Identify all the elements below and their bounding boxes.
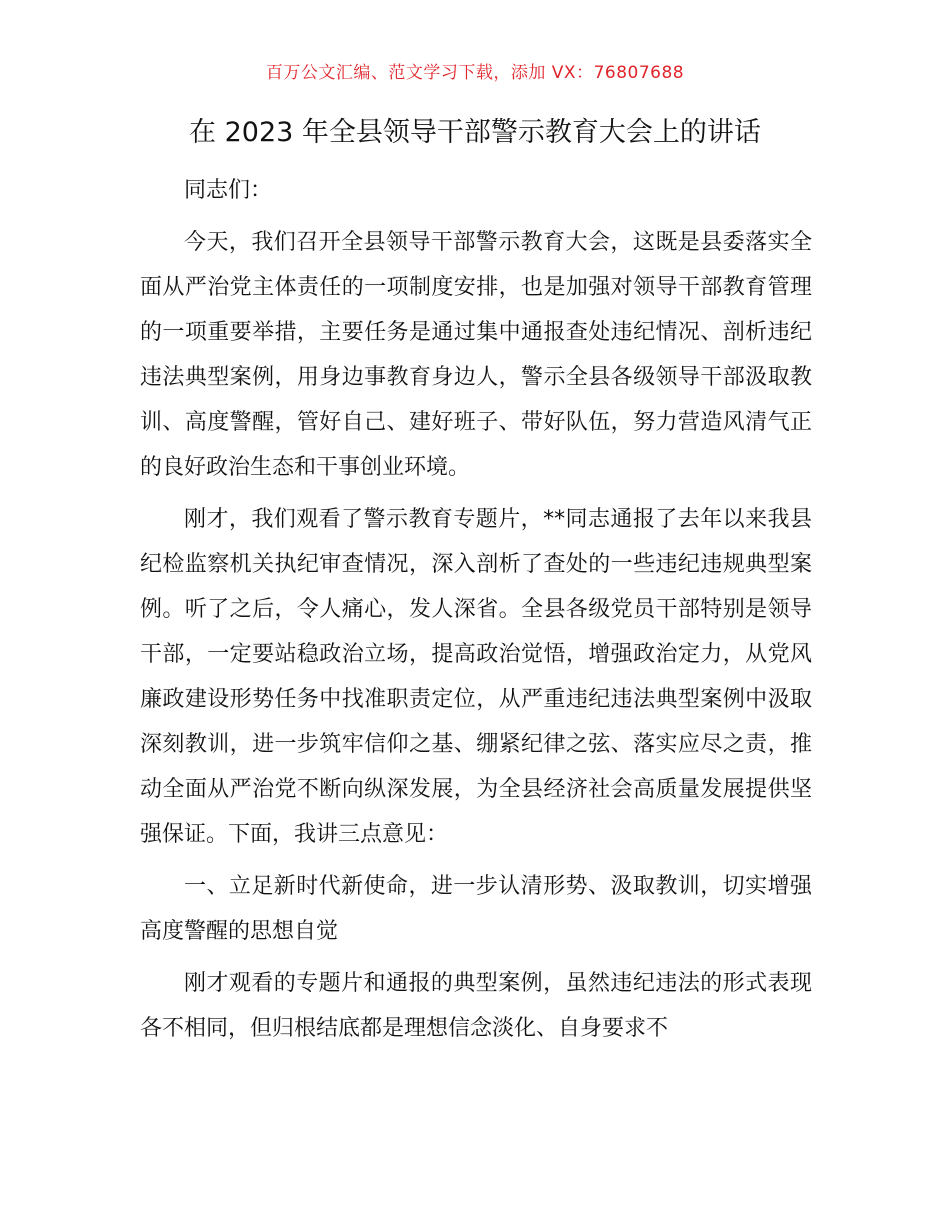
salutation: 同志们： bbox=[184, 178, 273, 203]
paragraph-1: 今天，我们召开全县领导干部警示教育大会，这既是县委落实全面从严治党主体责任的一项制度安排，也是加强对领导干部教育管理的一项重要举措，主要任务是通过集中通报查处违纪情况、剖析违纪违法典型案例，用身边事教育身边人，警示全县各级领导干部汲取教训、高度警醒，管好自己、建好班子、带好队伍，努力营造风清气正的良好政治生态和干事创业环境。 bbox=[140, 230, 812, 480]
section-heading-1: 一、立足新时代新使命，进一步认清形势、汲取教训，切实增强高度警醒的思想自觉 bbox=[140, 874, 812, 944]
document-body bbox=[140, 168, 812, 1051]
paragraph-2: 刚才，我们观看了警示教育专题片，**同志通报了去年以来我县纪检监察机关执纪审查情况，深入剖析了查处的一些违纪违规典型案例。听了之后，令人痛心，发人深省。全县各级党员干部特别是领导干部，一定要站稳政治立场，提高政治觉悟，增强政治定力，从党风廉政建设形势任务中找准职责定位，从严重违纪违法典型案例中汲取深刻教训，进一步筑牢信仰之基、绷紧纪律之弦、落实应尽之责，推动全面从严治党不断向纵深发展，为全县经济社会高质量发展提供坚强保证。下面，我讲三点意见： bbox=[140, 507, 812, 847]
paragraph-3: 刚才观看的专题片和通报的典型案例，虽然违纪违法的形式表现各不相同，但归根结底都是理想信念淡化、自身要求不 bbox=[140, 971, 812, 1041]
watermark-header: 百万公文汇编、范文学习下载，添加 VX：76807688 bbox=[265, 63, 685, 83]
document-title: 在 2023 年全县领导干部警示教育大会上的讲话 bbox=[189, 117, 761, 148]
